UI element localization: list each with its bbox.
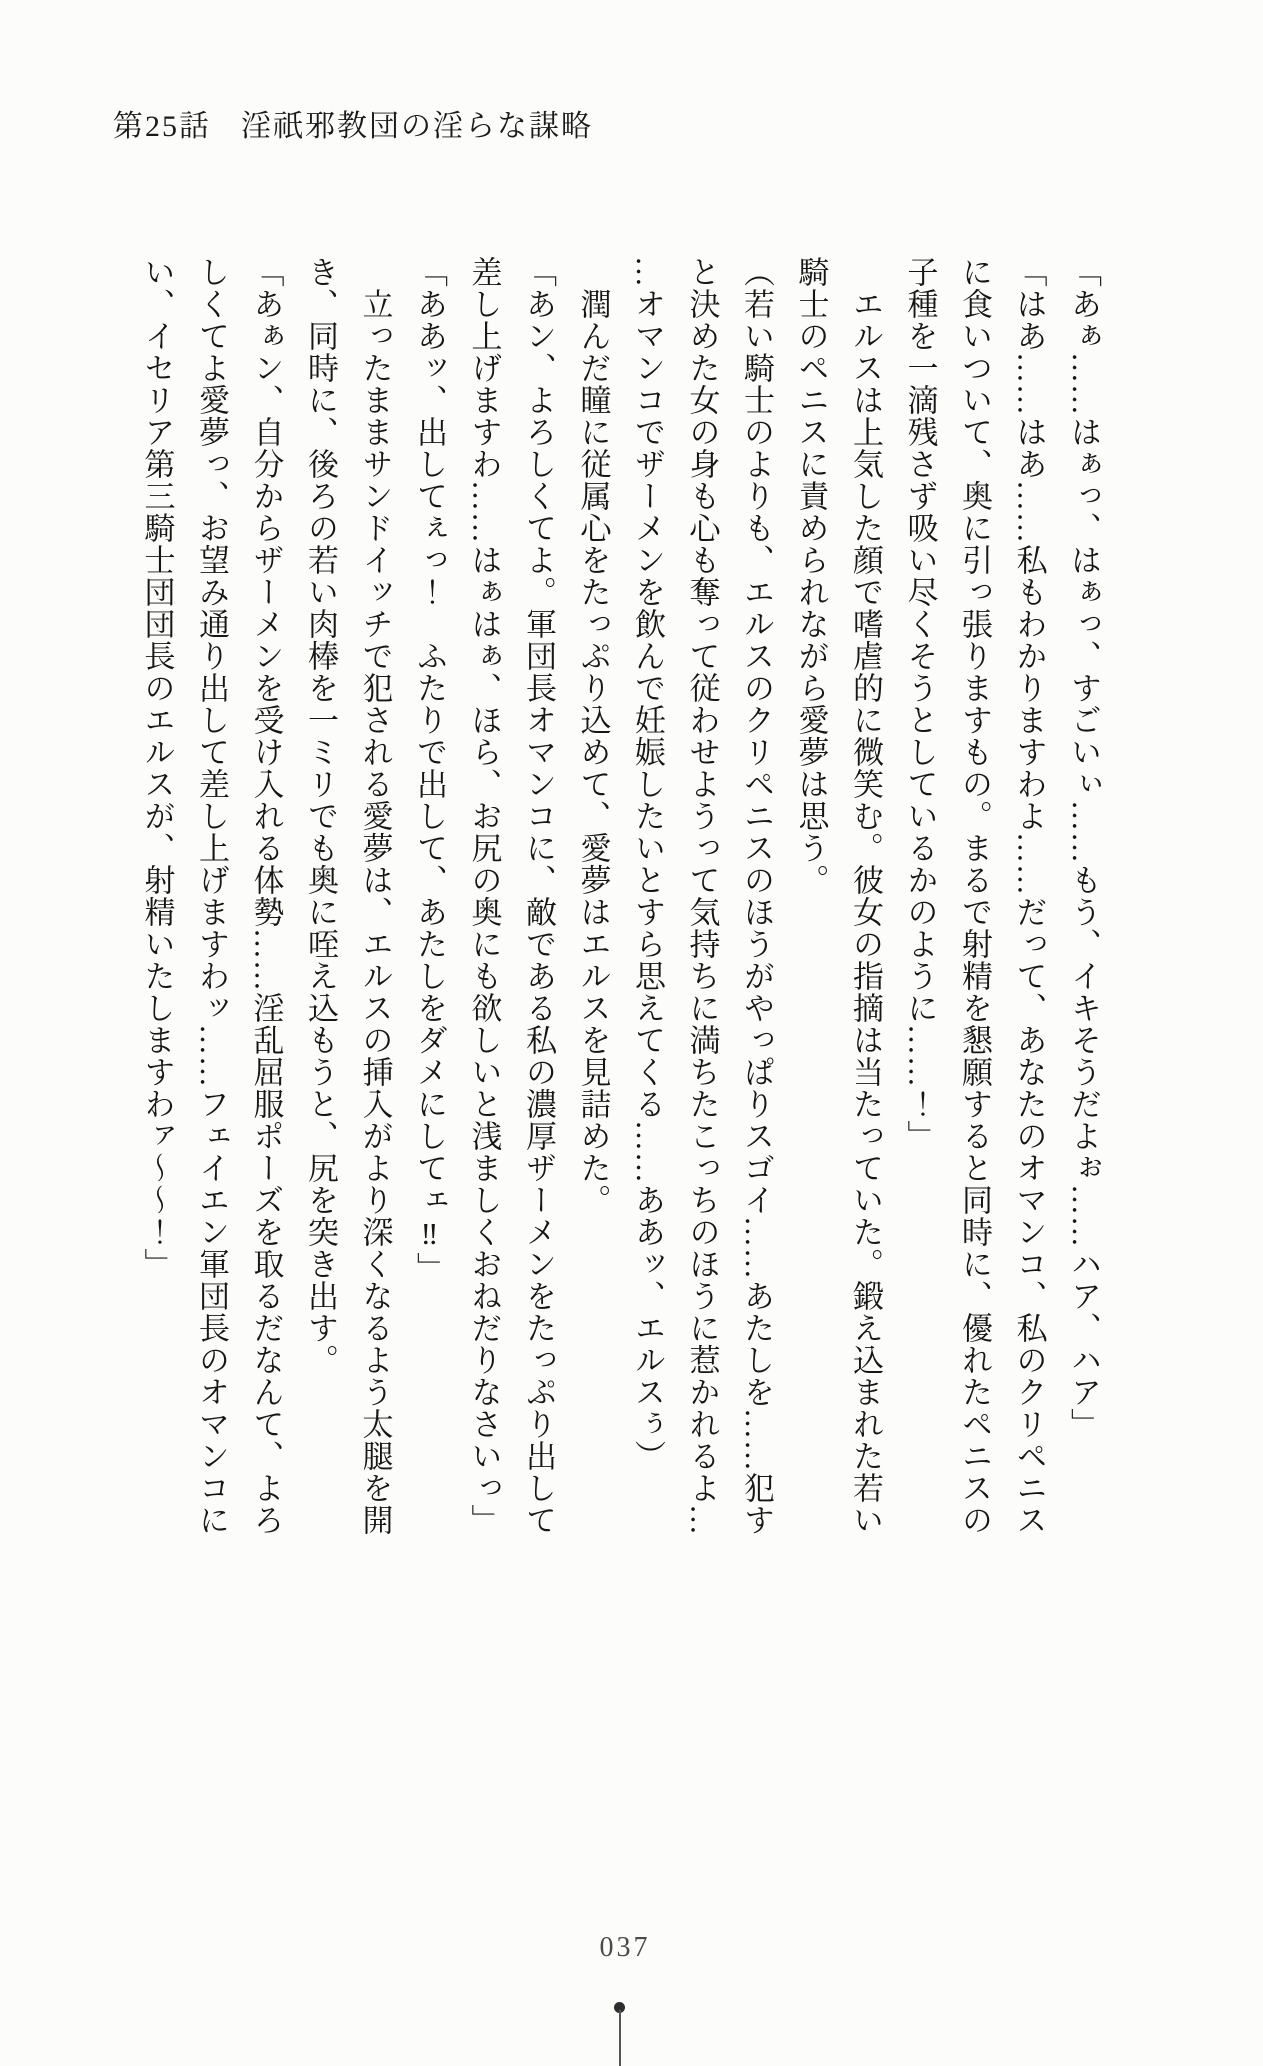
text-column: 「あン、よろしくてよ。軍団長オマンコに、敵である私の濃厚ザーメンをたっぷり出して [521, 256, 556, 1536]
text-column: い、イセリア第三騎士団団長のエルスが、射精いたしますわァ～～！」 [139, 256, 175, 1280]
vertical-text-body [128, 256, 1110, 1586]
text-column: 「はあ……はあ……私もわかりますわよ……だって、あなたのオマンコ、私のクリペニス [1011, 256, 1047, 1536]
text-column: 「あぁ……はぁっ、はぁっ、すごいぃ……もう、イキそうだよぉ……ハア、ハア」 [1066, 256, 1101, 1440]
chapter-heading [113, 101, 593, 145]
text-column: に食いついて、奥に引っ張りますもの。まるで射精を懇願すると同時に、優れたペニスの [957, 256, 992, 1536]
text-column: 差し上げますわ……はぁはぁ、ほら、お尻の奥にも欲しいと浅ましくおねだりなさいっ」 [466, 256, 502, 1536]
text-column: エルスは上気した顔で嗜虐的に微笑む。彼女の指摘は当たっていた。鍛え込まれた若い [848, 256, 883, 1536]
text-column: 騎士のペニスに責められながら愛夢は思う。 [793, 256, 829, 896]
text-column: 「ああッ、出してぇっ！ ふたりで出して、あたしをダメにしてェ‼」 [412, 256, 447, 1284]
page-footer [0, 1932, 1263, 2066]
text-column: き、同時に、後ろの若い肉棒を一ミリでも奥に咥え込もうと、尻を突き出す。 [303, 256, 338, 1376]
text-column: …オマンコでザーメンを飲んで妊娠したいとすら思えてくる……ああッ、エルスぅ） [630, 256, 665, 1472]
page-number: 037 [599, 1932, 651, 1963]
text-column: 子種を一滴残さず吸い尽くそうとしているかのように……！」 [902, 256, 938, 1152]
chapter-title: 淫祇邪教団の淫らな謀略 [241, 110, 593, 143]
text-column: 「あぁン、自分からザーメンを受け入れる体勢……淫乱屈服ポーズを取るだなんて、よろ [248, 256, 284, 1536]
binding-mark-line [619, 2010, 621, 2066]
chapter-number: 第25話 [113, 110, 211, 143]
text-column: 潤んだ瞳に従属心をたっぷり込めて、愛夢はエルスを見詰めた。 [575, 256, 611, 1216]
text-column: と決めた女の身も心も奪って従わせようって気持ちに満ちたこっちのほうに惹かれるよ… [684, 256, 720, 1536]
text-column: 立ったままサンドイッチで犯される愛夢は、エルスの挿入がより深くなるよう太腿を開 [357, 256, 393, 1536]
text-column: しくてよ愛夢っ、お望み通り出して差し上げますわッ……フェイエン軍団長のオマンコに [194, 256, 229, 1536]
text-column: （若い騎士のよりも、エルスのクリペニスのほうがやっぱりスゴイ……あたしを……犯す [739, 256, 774, 1536]
